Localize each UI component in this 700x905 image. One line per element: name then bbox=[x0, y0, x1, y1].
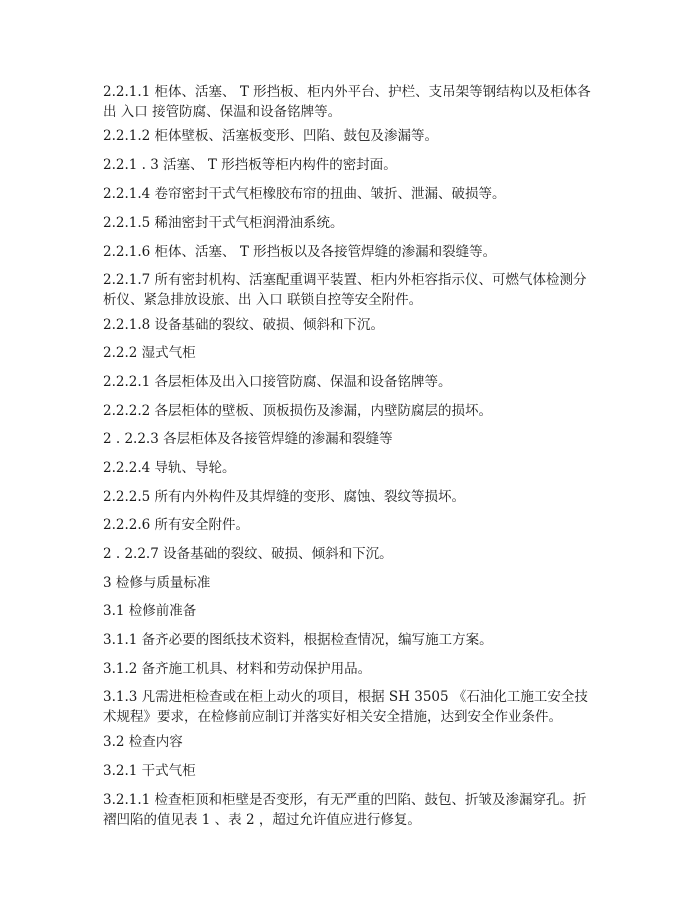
paragraph-3-1-2: 3.1.2 备齐施工机具、材料和劳动保护用品。 bbox=[103, 661, 372, 677]
paragraph-2-2-1-8: 2.2.1.8 设备基础的裂纹、破损、倾斜和下沉。 bbox=[103, 317, 385, 333]
heading-2-2-2: 2.2.2 湿式气柜 bbox=[103, 345, 196, 361]
paragraph-2-2-2-2: 2.2.2.2 各层柜体的壁板、顶板损伤及渗漏，内壁防腐层的损坏。 bbox=[103, 403, 493, 419]
paragraph-3-1-3: 3.1.3 凡需进柜检查或在柜上动火的项目，根据 SH 3505 《石油化工施工安全技术规程》要求，在检修前应制订并落实好相关安全措施，达到安全作业条件。 bbox=[103, 689, 588, 725]
paragraph-2-2-2-1: 2.2.2.1 各层柜体及出入口接管防腐、保温和设备铭牌等。 bbox=[103, 374, 452, 390]
paragraph-2-2-2-6: 2.2.2.6 所有安全附件。 bbox=[103, 517, 250, 533]
heading-3-2-1: 3.2.1 干式气柜 bbox=[103, 763, 196, 779]
paragraph-2-2-1-3: 2.2.1 . 3 活塞、 T 形挡板等柜内构件的密封面。 bbox=[103, 157, 397, 173]
paragraph-2-2-1-7: 2.2.1.7 所有密封机构、活塞配重调平装置、柜内外柜容指示仪、可燃气体检测分析仪、紧急排放设旅、出 入口 联锁自控等安全附件。 bbox=[103, 272, 587, 308]
heading-3: 3 检修与质量标准 bbox=[103, 575, 211, 591]
paragraph-2-2-2-4: 2.2.2.4 导轨、导轮。 bbox=[103, 460, 236, 476]
paragraph-2-2-1-2: 2.2.1.2 柜体壁板、活塞板变形、凹陷、鼓包及渗漏等。 bbox=[103, 128, 439, 144]
heading-3-2: 3.2 检查内容 bbox=[103, 734, 183, 750]
paragraph-2-2-2-7: 2 . 2.2.7 设备基础的裂纹、破损、倾斜和下沉。 bbox=[103, 546, 393, 562]
paragraph-2-2-2-3: 2 . 2.2.3 各层柜体及各接管焊缝的渗漏和裂缝等 bbox=[103, 431, 393, 447]
paragraph-3-2-1-1: 3.2.1.1 检查柜顶和柜壁是否变形，有无严重的凹陷、鼓包、折皱及渗漏穿孔。折褶凹陷的值见表 1 、表 2 ，超过允许值应进行修复。 bbox=[103, 792, 587, 828]
paragraph-2-2-1-5: 2.2.1.5 稀油密封干式气柜润滑油系统。 bbox=[103, 215, 344, 231]
paragraph-2-2-2-5: 2.2.2.5 所有内外构件及其焊缝的变形、腐蚀、裂纹等损坏。 bbox=[103, 489, 466, 505]
heading-3-1: 3.1 检修前准备 bbox=[103, 603, 197, 619]
paragraph-3-1-1: 3.1.1 备齐必要的图纸技术资料，根据检查情况，编写施工方案。 bbox=[103, 632, 493, 648]
paragraph-2-2-1-6: 2.2.1.6 柜体、活塞、 T 形挡板以及各接管焊缝的渗漏和裂缝等。 bbox=[103, 244, 497, 260]
paragraph-2-2-1-4: 2.2.1.4 卷帘密封干式气柜橡胶布帘的扭曲、皱折、泄漏、破损等。 bbox=[103, 186, 506, 202]
paragraph-2-2-1-1: 2.2.1.1 柜体、活塞、 T 形挡板、柜内外平台、护栏、支吊架等钢结构以及柜体各出 入口 接管防腐、保温和设备铭牌等。 bbox=[103, 84, 591, 120]
